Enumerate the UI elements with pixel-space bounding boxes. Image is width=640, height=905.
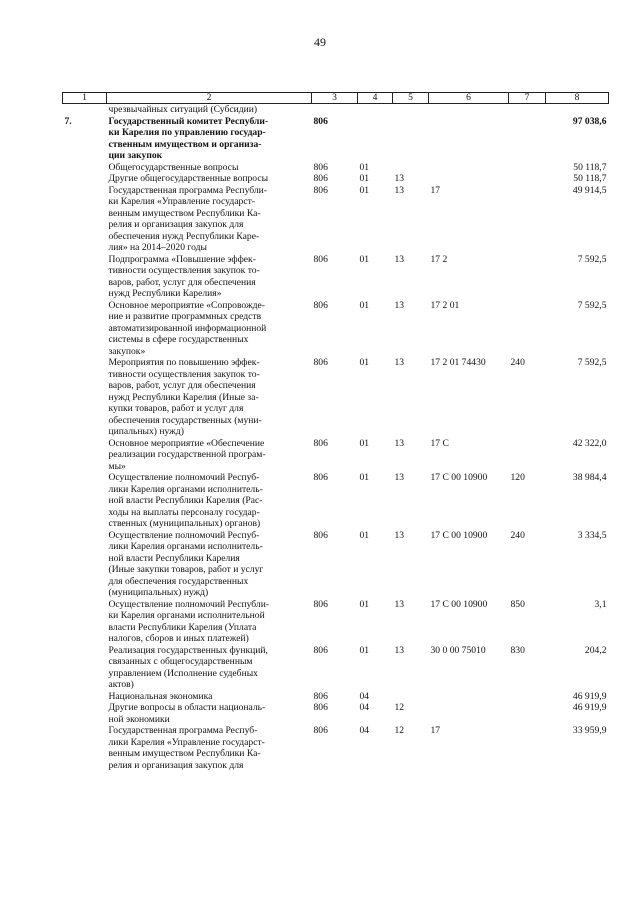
target-code: 17 С bbox=[430, 437, 449, 449]
table-row bbox=[63, 438, 609, 473]
target-code bbox=[429, 116, 509, 162]
target-code bbox=[429, 162, 509, 174]
subsection-code: 13 bbox=[394, 173, 405, 184]
amount: 204,2 bbox=[584, 644, 607, 656]
admin-code: 806 bbox=[313, 115, 328, 127]
table-row bbox=[63, 104, 609, 116]
column-number-row bbox=[63, 93, 609, 104]
admin-code: 806 bbox=[313, 299, 328, 311]
row-number bbox=[63, 254, 107, 300]
row-number bbox=[63, 599, 107, 645]
subsection-code: 13 bbox=[394, 253, 405, 265]
admin-code: 806 bbox=[313, 598, 328, 610]
admin-code bbox=[312, 104, 358, 116]
amount: 3,1 bbox=[594, 598, 607, 610]
column-header-2: 2 bbox=[107, 93, 312, 104]
row-name: Осуществление полномочий Респуб- лики Карелия органами исполнитель- ной власти Республики Карелия (Рас- ходы на выплаты персоналу государ- ственных (муниципальных) органов) bbox=[108, 472, 263, 529]
amount: 50 118,7 bbox=[573, 173, 607, 184]
expense-type-code: 850 bbox=[510, 598, 525, 610]
column-header-5: 5 bbox=[393, 93, 429, 104]
row-name: Мероприятия по повышению эффек- тивности осуществления закупок то- варов, работ, услуг для обеспечения нужд Республики Карелия (Иные за- купки товаров, работ и услуг для обеспечения государственных (муни- ципальных) нужд) bbox=[108, 357, 262, 437]
expense-type-code bbox=[509, 173, 546, 185]
amount: 46 919,9 bbox=[572, 690, 607, 702]
target-code: 17 bbox=[430, 184, 441, 196]
column-header-3: 3 bbox=[312, 93, 358, 104]
admin-code: 806 bbox=[313, 253, 328, 265]
expense-type-code bbox=[509, 162, 546, 174]
subsection-code: 13 bbox=[394, 472, 405, 483]
row-number bbox=[63, 300, 107, 358]
subsection-code: 13 bbox=[394, 357, 405, 368]
target-code bbox=[429, 104, 509, 116]
table-row bbox=[63, 645, 609, 691]
section-code: 04 bbox=[359, 725, 370, 736]
section-code: 01 bbox=[359, 644, 370, 656]
expense-type-code bbox=[509, 116, 546, 162]
row-number bbox=[63, 173, 107, 185]
subsection-code: 13 bbox=[394, 529, 405, 541]
row-name: Общегосударственные вопросы bbox=[108, 161, 239, 173]
section-code: 01 bbox=[359, 472, 370, 483]
row-name: Реализация государственных функций, связанных с общегосударственным управлением (Исполнение судебных актов) bbox=[108, 644, 268, 690]
table-row bbox=[63, 472, 609, 530]
budget-table bbox=[62, 92, 609, 771]
table-body bbox=[63, 104, 609, 772]
row-name: Основное мероприятие «Обеспечение реализации государственной програм- мы» bbox=[108, 437, 266, 472]
subsection-code: 13 bbox=[394, 184, 405, 196]
table-row bbox=[63, 725, 609, 771]
target-code: 17 С 00 10900 bbox=[430, 472, 488, 483]
expense-type-code bbox=[509, 104, 546, 116]
subsection-code: 12 bbox=[394, 702, 405, 713]
amount: 50 118,7 bbox=[573, 161, 607, 173]
row-name: Другие общегосударственные вопросы bbox=[108, 173, 269, 184]
row-name: Подпрограмма «Повышение эффек- тивности осуществления закупок то- варов, работ, услуг для обеспечения нужд Республики Карелия» bbox=[108, 253, 260, 299]
row-name: Осуществление полномочий Республи- ки Карелия органами исполнительной власти Республики Карелия (Уплата налогов, сборов и иных платежей) bbox=[108, 598, 270, 644]
subsection-code: 13 bbox=[394, 598, 405, 610]
target-code: 17 С 00 10900 bbox=[430, 598, 488, 610]
row-number bbox=[63, 357, 107, 438]
row-number bbox=[63, 645, 107, 691]
section-code: 01 bbox=[359, 437, 370, 449]
row-name: Государственный комитет Республи- ки Карелия по управлению государ- ственным имуществом и организа- ции закупок bbox=[108, 115, 269, 161]
table-row bbox=[63, 185, 609, 254]
section-code: 01 bbox=[359, 299, 370, 311]
admin-code: 806 bbox=[313, 725, 328, 736]
row-number bbox=[63, 725, 107, 771]
page-number: 49 bbox=[314, 35, 326, 49]
section-code: 01 bbox=[359, 253, 370, 265]
target-code bbox=[429, 691, 509, 703]
admin-code: 806 bbox=[313, 173, 328, 184]
row-number bbox=[63, 691, 107, 703]
subsection-code: 13 bbox=[394, 644, 405, 656]
amount: 38 984,4 bbox=[572, 472, 607, 483]
amount: 42 322,0 bbox=[572, 437, 607, 449]
row-number bbox=[63, 438, 107, 473]
subsection-code: 12 bbox=[394, 725, 405, 736]
subsection-code bbox=[393, 116, 429, 162]
row-number: 7. bbox=[64, 115, 72, 127]
admin-code: 806 bbox=[313, 437, 328, 449]
table-row bbox=[63, 300, 609, 358]
row-name: Государственная программа Республи- ки Карелия «Управление государст- венным имуществом Республики Ка- релия и организация закупок для обеспечения нужд Республики Каре- лия» на 2014–2020 годы bbox=[108, 184, 267, 253]
section-code: 01 bbox=[359, 598, 370, 610]
column-header-1: 1 bbox=[63, 93, 107, 104]
expense-type-code bbox=[509, 691, 546, 703]
amount: 33 959,9 bbox=[572, 725, 607, 736]
target-code bbox=[429, 702, 509, 725]
section-code: 01 bbox=[359, 184, 370, 196]
expense-type-code bbox=[509, 300, 546, 358]
table-row bbox=[63, 357, 609, 438]
expense-type-code bbox=[509, 702, 546, 725]
subsection-code: 13 bbox=[394, 437, 405, 449]
column-header-8: 8 bbox=[546, 93, 609, 104]
target-code: 17 2 01 bbox=[430, 299, 460, 311]
section-code: 01 bbox=[359, 529, 370, 541]
row-number bbox=[63, 185, 107, 254]
admin-code: 806 bbox=[313, 472, 328, 483]
section-code bbox=[358, 116, 393, 162]
row-name: Основное мероприятие «Сопровожде- ние и развитие программных средств автоматизированной информационной системы в сфере государственных закупок» bbox=[108, 299, 267, 357]
amount bbox=[546, 104, 609, 116]
target-code bbox=[429, 173, 509, 185]
expense-type-code: 240 bbox=[510, 529, 525, 541]
section-code: 01 bbox=[359, 173, 370, 184]
subsection-code bbox=[393, 162, 429, 174]
row-number bbox=[63, 162, 107, 174]
section-code: 04 bbox=[359, 690, 370, 702]
admin-code: 806 bbox=[313, 702, 328, 713]
amount: 46 919,9 bbox=[572, 702, 607, 713]
row-name: Осуществление полномочий Респуб- лики Карелия органами исполнитель- ной власти Республики Карелия (Иные закупки товаров, работ и услуг для обеспечения государственных (муниципальных) нужд) bbox=[108, 529, 264, 598]
amount: 49 914,5 bbox=[572, 184, 607, 196]
table-row bbox=[63, 702, 609, 725]
expense-type-code: 830 bbox=[510, 644, 525, 656]
row-name: чрезвычайных ситуаций (Субсидии) bbox=[108, 104, 258, 115]
row-number bbox=[63, 530, 107, 599]
table-row bbox=[63, 691, 609, 703]
table-row bbox=[63, 162, 609, 174]
target-code: 17 2 bbox=[430, 253, 448, 265]
admin-code: 806 bbox=[313, 690, 328, 702]
section-code: 01 bbox=[359, 161, 370, 173]
column-header-7: 7 bbox=[509, 93, 546, 104]
expense-type-code bbox=[509, 438, 546, 473]
expense-type-code: 120 bbox=[510, 472, 525, 483]
admin-code: 806 bbox=[313, 644, 328, 656]
section-code: 04 bbox=[359, 702, 370, 713]
subsection-code bbox=[393, 691, 429, 703]
table-row bbox=[63, 530, 609, 599]
target-code: 17 bbox=[430, 725, 441, 736]
expense-type-code bbox=[509, 185, 546, 254]
admin-code: 806 bbox=[313, 161, 328, 173]
subsection-code: 13 bbox=[394, 299, 405, 311]
target-code: 17 С 00 10900 bbox=[430, 529, 488, 541]
column-header-6: 6 bbox=[429, 93, 509, 104]
section-code: 01 bbox=[359, 357, 370, 368]
admin-code: 806 bbox=[313, 357, 328, 368]
row-name: Национальная экономика bbox=[108, 690, 213, 702]
expense-type-code bbox=[509, 725, 546, 771]
admin-code: 806 bbox=[313, 529, 328, 541]
expense-type-code: 240 bbox=[510, 357, 525, 368]
amount: 3 334,5 bbox=[577, 529, 607, 541]
row-number bbox=[63, 702, 107, 725]
target-code: 17 2 01 74430 bbox=[430, 357, 486, 368]
amount: 7 592,5 bbox=[577, 299, 607, 311]
column-header-4: 4 bbox=[358, 93, 393, 104]
row-name: Государственная программа Респуб- лики Карелия «Управление государст- венным имуществом Республики Ка- релия и организация закупок для bbox=[108, 725, 265, 771]
table-row bbox=[63, 173, 609, 185]
expense-type-code bbox=[509, 254, 546, 300]
admin-code: 806 bbox=[313, 184, 328, 196]
amount: 7 592,5 bbox=[577, 253, 607, 265]
row-number bbox=[63, 472, 107, 530]
subsection-code bbox=[393, 104, 429, 116]
section-code bbox=[358, 104, 393, 116]
row-number bbox=[63, 104, 107, 116]
table-row bbox=[63, 116, 609, 162]
table-row bbox=[63, 254, 609, 300]
row-name: Другие вопросы в области националь- ной экономики bbox=[108, 702, 266, 725]
target-code: 30 0 00 75010 bbox=[430, 644, 486, 656]
table-row bbox=[63, 599, 609, 645]
amount: 97 038,6 bbox=[572, 115, 607, 127]
amount: 7 592,5 bbox=[577, 357, 607, 368]
